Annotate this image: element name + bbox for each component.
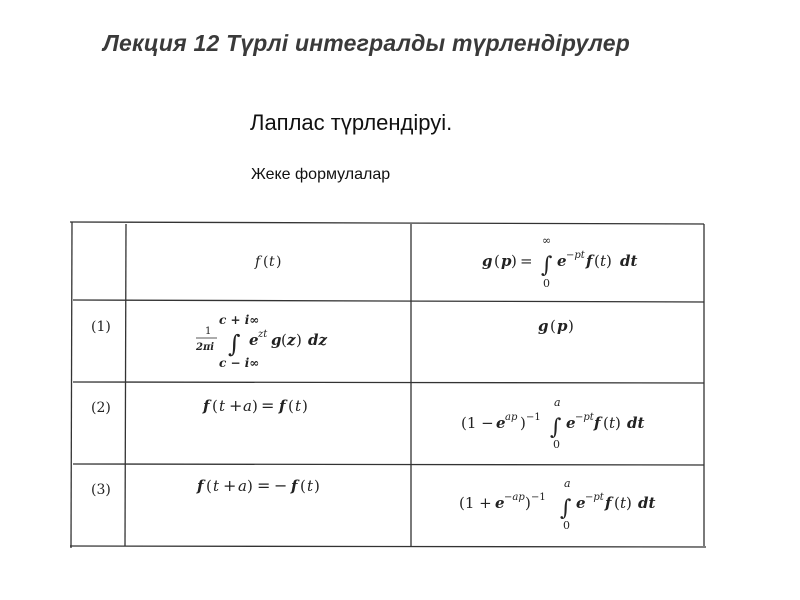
svg-text:): ) — [626, 494, 632, 512]
svg-text:f: f — [291, 477, 298, 495]
svg-text:e: e — [496, 414, 506, 432]
svg-text:f: f — [594, 414, 601, 432]
svg-text:a: a — [243, 397, 252, 415]
svg-text:e: e — [566, 414, 576, 432]
row-label-1: (1) — [91, 319, 111, 335]
svg-text:t: t — [307, 477, 314, 495]
table-left-border — [71, 222, 72, 548]
svg-text:): ) — [314, 477, 320, 495]
svg-text:(: ( — [263, 254, 269, 270]
svg-text:t: t — [620, 494, 627, 512]
svg-text:0: 0 — [553, 438, 560, 451]
svg-text:a: a — [564, 477, 571, 490]
svg-text:t: t — [295, 397, 302, 415]
section-heading: Лаплас түрлендіруі. — [250, 110, 453, 135]
row2-col1-formula — [202, 396, 308, 415]
svg-text:): ) — [276, 254, 282, 270]
svg-text:): ) — [525, 494, 531, 512]
svg-text:z: z — [287, 331, 296, 349]
svg-text:−pt: −pt — [585, 492, 604, 503]
header-col1-formula — [254, 254, 281, 270]
svg-text:c − i∞: c − i∞ — [219, 356, 260, 370]
integral-sign: ∫ — [541, 253, 553, 278]
svg-text:−ap: −ap — [504, 492, 525, 503]
svg-text:): ) — [568, 317, 574, 335]
svg-text:2πi: 2πi — [196, 342, 215, 353]
svg-text:c + i∞: c + i∞ — [219, 313, 260, 327]
svg-text:=: = — [261, 396, 275, 415]
svg-text:f: f — [197, 477, 204, 495]
svg-text:+: + — [229, 396, 243, 415]
svg-text:−: − — [274, 476, 288, 495]
svg-text:): ) — [606, 252, 612, 270]
svg-text:(: ( — [206, 477, 212, 495]
svg-text:zt: zt — [258, 329, 268, 340]
svg-text:−1: −1 — [531, 492, 546, 503]
svg-text:t: t — [609, 414, 616, 432]
svg-text:): ) — [296, 331, 302, 349]
svg-text:dt: dt — [638, 494, 656, 512]
svg-text:(1 −: (1 − — [461, 414, 494, 432]
row1-col2-formula — [538, 317, 574, 335]
svg-text:(: ( — [281, 331, 287, 349]
svg-text:t: t — [269, 254, 275, 270]
table-col-divider-1 — [125, 224, 126, 546]
svg-text:e: e — [495, 494, 505, 512]
svg-text:f: f — [279, 397, 286, 415]
row3-col1-formula — [196, 476, 320, 495]
svg-text:(: ( — [300, 477, 306, 495]
svg-text:t: t — [213, 477, 220, 495]
svg-text:g: g — [538, 317, 549, 335]
svg-text:): ) — [615, 414, 621, 432]
svg-text:f: f — [255, 254, 261, 270]
svg-text:p: p — [557, 317, 568, 335]
svg-text:dz: dz — [308, 331, 328, 349]
svg-text:=: = — [520, 252, 533, 270]
svg-text:f: f — [605, 494, 612, 512]
svg-text:(: ( — [603, 414, 609, 432]
integral-sign: ∫ — [560, 496, 572, 521]
table-row2-border — [73, 464, 704, 465]
svg-text:(: ( — [288, 397, 294, 415]
svg-text:e: e — [557, 252, 567, 270]
svg-text:): ) — [247, 477, 253, 495]
header-col2-formula — [482, 234, 637, 290]
svg-text:g: g — [271, 331, 282, 349]
svg-text:(: ( — [594, 252, 600, 270]
table-row1-border — [73, 382, 704, 383]
svg-text:−1: −1 — [526, 412, 541, 423]
svg-text:(1 +: (1 + — [459, 494, 492, 512]
svg-text:dt: dt — [627, 414, 645, 432]
svg-text:t: t — [600, 252, 607, 270]
svg-text:1: 1 — [205, 326, 212, 337]
row2-col2-formula — [461, 396, 644, 451]
svg-text:a: a — [554, 396, 561, 409]
svg-text:(: ( — [614, 494, 620, 512]
table-bottom-border — [70, 546, 706, 547]
table-header-border — [73, 300, 704, 302]
svg-text:(: ( — [212, 397, 218, 415]
row-label-3: (3) — [91, 482, 111, 498]
svg-text:dt: dt — [620, 252, 638, 270]
svg-text:(: ( — [494, 252, 500, 270]
svg-text:+: + — [223, 476, 237, 495]
row1-col1-formula — [195, 313, 327, 370]
svg-text:f: f — [586, 252, 593, 270]
svg-text:(: ( — [550, 317, 556, 335]
svg-text:): ) — [511, 252, 517, 270]
svg-text:p: p — [501, 252, 512, 270]
svg-text:ap: ap — [505, 412, 518, 423]
svg-text:g: g — [482, 252, 493, 270]
table-top-border — [70, 222, 704, 224]
svg-text:−pt: −pt — [566, 250, 585, 261]
svg-text:): ) — [520, 414, 526, 432]
svg-text:−pt: −pt — [575, 412, 594, 423]
svg-text:e: e — [576, 494, 586, 512]
row-label-2: (2) — [91, 400, 111, 416]
integral-sign: ∫ — [228, 330, 241, 358]
svg-text:∞: ∞ — [542, 234, 552, 247]
integral-sign: ∫ — [550, 415, 562, 440]
svg-text:t: t — [219, 397, 226, 415]
row3-col2-formula — [459, 477, 655, 532]
svg-text:): ) — [302, 397, 308, 415]
svg-text:0: 0 — [563, 519, 570, 532]
svg-text:a: a — [238, 477, 247, 495]
svg-text:=: = — [257, 476, 271, 495]
page-title: Лекция 12 Түрлі интегралды түрлендірулер — [103, 30, 630, 56]
svg-text:e: e — [249, 331, 259, 349]
section-note: Жеке формулалар — [251, 166, 391, 183]
svg-text:): ) — [252, 397, 258, 415]
svg-text:0: 0 — [543, 277, 550, 290]
svg-text:f: f — [203, 397, 210, 415]
